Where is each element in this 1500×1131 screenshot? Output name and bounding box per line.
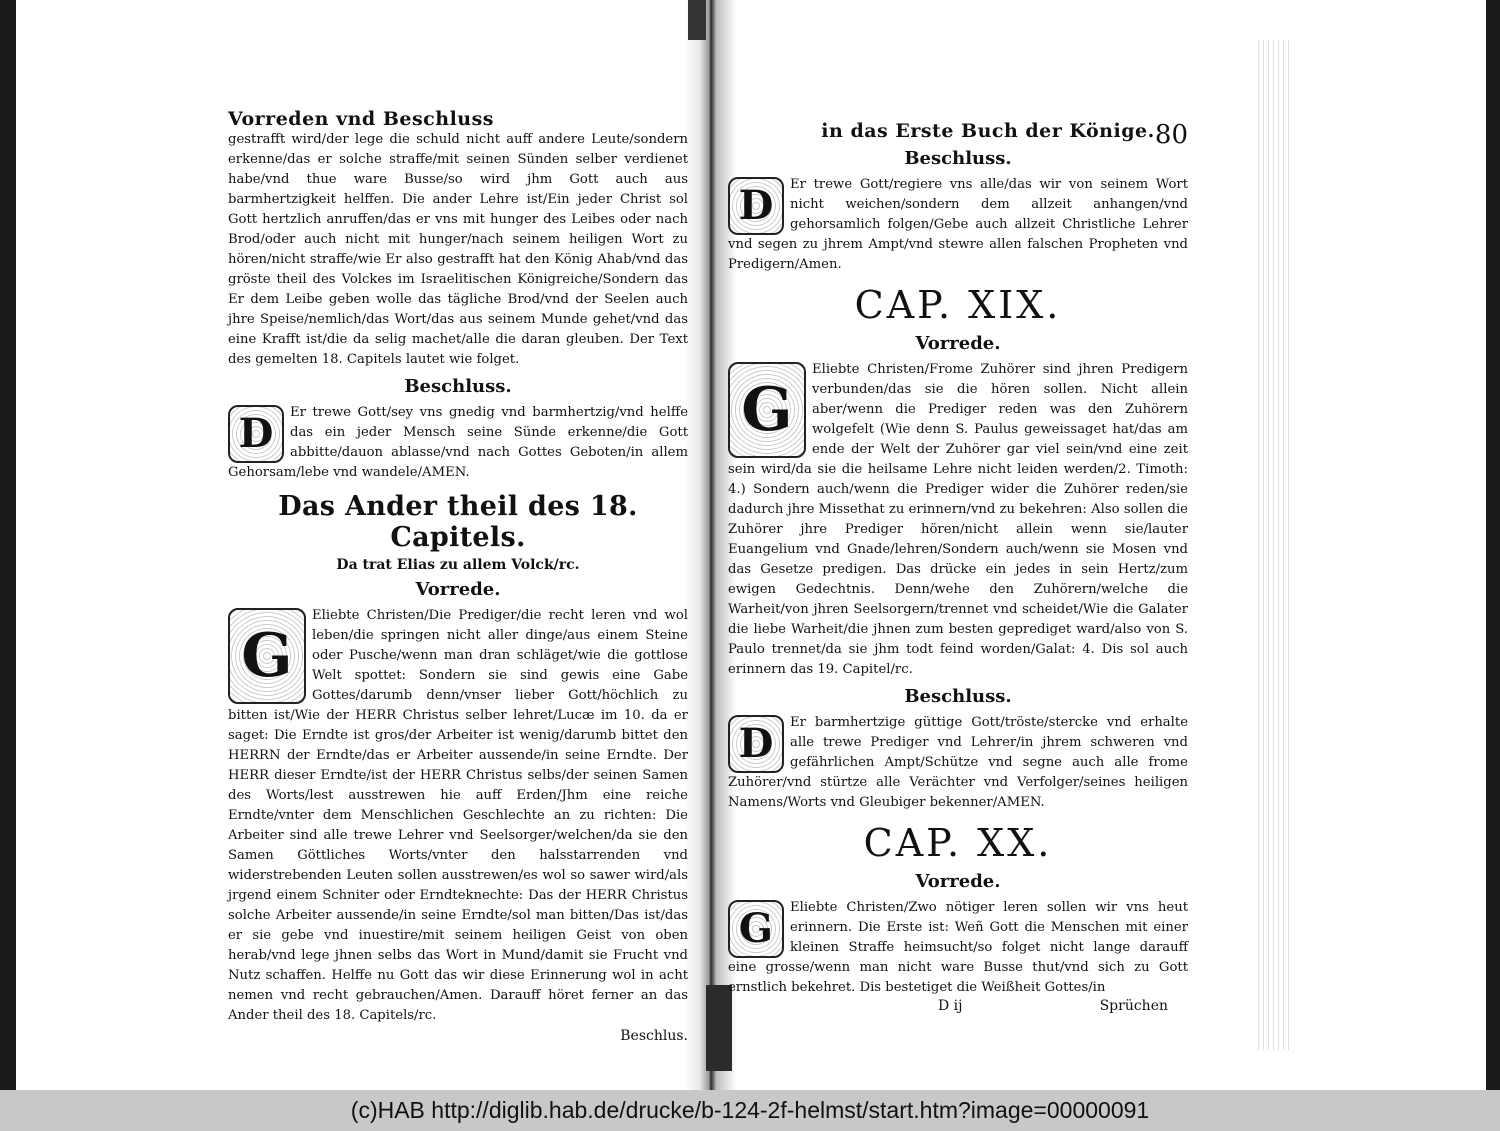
copyright-text: (c)HAB http://diglib.hab.de/drucke/b-124-2f-helmst/start.htm?image=00000091 <box>350 1097 1150 1123</box>
chapter-heading: CAP. XX. <box>863 821 1053 865</box>
paragraph <box>728 713 1188 813</box>
paragraph-text: Eliebte Christen/Die Prediger/die recht leren vnd wol leben/die springen nicht aller dinge/aus einem Steine oder Pusche/wenn man dran schläget/wie die gottlose Welt spottet: Sondern sie sind gewis eine Gabe Gottes/darumb denn/vnser lieber Gott/höchlich zu bitten ist/Wie der HERR Christus selber lehret/Lucæ im 10. da er saget: Die Erndte ist gros/der Arbeiter ist wenig/darumb bittet den HERRN der Erndte/das er Arbeiter aussende/in seine Erndte. Der HERR dieser Erndte/ist der HERR Christus selbs/der seinen Samen des Worts/lest ausstrewen hie auff Erden/Jhm eine reiche Erndte/vnter dem Menschlichen Geschlechte an zu richten: Die Arbeiter sind alle trewe Lehrer vnd Seelsorger/welchen/da sie den Samen Göttliches Worts/vnter den halsstarrenden vnd widerstrebenden Leuten sollen ausstrewen/es wol so sawer wird/als jrgend einem Schniter oder Erndteknechte: Das der HERR Christus solche Arbeiter aussende/in seine Erndte/sol man bitten/Das ist/das er sie gebe vnd inuestire/mit seinem heiligen Geist von oben herab/vnd lege jhnen selbs das Wort in Mund/damit sie Frucht vnd Nutz schaffen. Helffe nu Gott das wir diese Erinnerung wol in acht nemen vnd recht gebrauchen/Amen. Darauff höret ferner an das Ander theil des 18. Capitels/rc. <box>228 608 688 1023</box>
section-heading: Beschluss. <box>904 686 1012 707</box>
paragraph <box>228 403 688 483</box>
section-heading: Vorrede. <box>915 871 1001 892</box>
decorated-initial: G <box>728 362 806 458</box>
part-heading: Das Ander theil des 18. Capitels. <box>278 491 638 553</box>
section-heading: Beschluss. <box>404 376 512 397</box>
catchword: Sprüchen <box>1099 998 1168 1014</box>
section-heading: Vorrede. <box>415 579 501 600</box>
decorated-initial: G <box>728 900 784 958</box>
paragraph-text: Er barmhertzige güttige Gott/tröste/stercke vnd erhalte alle trewe Prediger vnd Lehrer/in jhrem schweren vnd gefährlichen Ampt/Schütze vnd segne auch alle frome Zuhörer/vnd stürtze alle Verächter vnd Verfolger/seines heiligen Namens/Worts vnd Gleubiger bekenner/AMEN. <box>728 715 1188 810</box>
paragraph <box>728 360 1188 680</box>
decorated-initial: G <box>228 608 306 704</box>
chapter-heading: CAP. XIX. <box>854 283 1062 327</box>
paragraph-text: Eliebte Christen/Zwo nötiger leren sollen wir vns heut erinnern. Die Erste ist: Weñ Gott die Menschen mit einer kleinen Straffe heimsucht/so folget nicht lange darauff eine grosse/wenn man nicht ware Busse thut/vnd sich zu Gott ernstlich bekehret. Dis bestetiget die Weißheit Gottes/in <box>728 900 1188 995</box>
right-page <box>728 120 1188 1014</box>
left-page <box>228 108 688 1044</box>
decorated-initial: D <box>228 405 284 463</box>
book-clip-top <box>688 0 706 40</box>
section-heading: Beschluss. <box>904 148 1012 169</box>
page-footer-line <box>728 998 1188 1014</box>
decorated-initial: D <box>728 715 784 773</box>
section-heading: Vorrede. <box>915 333 1001 354</box>
paragraph <box>728 175 1188 275</box>
paragraph-text: Er trewe Gott/regiere vns alle/das wir von seinem Wort nicht weichen/sondern dem allzeit anhangen/vnd gehorsamlich folgen/Gebe auch allzeit Christliche Lehrer vnd segen zu jhrem Ampt/vnd stewre allen falschen Propheten vnd Predigern/Amen. <box>728 177 1188 272</box>
paragraph-text: Eliebte Christen/Frome Zuhörer sind jhren Predigern verbunden/das sie die hören sollen. Nicht allein aber/wenn die Prediger reden was den Zuhörern wolgefelt (Wie denn S. Paulus geweissaget hat/das am ende der Welt der Zuhörer gar viel sein/vnd eine zeit sein wird/da sie die heilsame Lehre nicht leiden werden/2. Timoth: 4.) Sondern auch/wenn die Prediger wider die Zuhörer reden/sie dadurch jhre Missethat zu erinnern/vnd zu bekehren: Also sollen die Zuhörer jhre Prediger hören/nicht allein wenn sie/lauter Euangelium vnd Gnade/lehren/Sondern auch/wenn sie Mosen vnd das Gesetze predigen. Das drücke ein jedes in sein Hertz/zum ewigen Gedechtnis. Denn/wehe den Zuhörern/welche die Warheit/von jhren Seelsorgern/trennet vnd scheidet/Wie die Galater die liebe Warheit/die jhnen zum besten geprediget ward/also von S. Paulo trennet/da sie jhm todt feind worden/Galat: 4. Dis sol auch erinnern das 19. Capitel/rc. <box>728 362 1188 677</box>
catchword: Beschlus. <box>620 1028 688 1044</box>
book-edge-left <box>0 0 16 1090</box>
copyright-footer <box>0 1090 1500 1131</box>
subheading: Da trat Elias zu allem Volck/rc. <box>336 557 580 573</box>
page-stack-edge <box>1256 40 1292 1050</box>
page-number: 80 <box>1154 120 1188 150</box>
decorated-initial: D <box>728 177 784 235</box>
paragraph <box>228 606 688 1026</box>
paragraph <box>728 898 1188 998</box>
signature-mark: D ij <box>938 998 963 1014</box>
paragraph: gestrafft wird/der lege die schuld nicht auff andere Leute/sondern erkenne/das er solche straffe/mit seinen Sünden selber verdienet habe/vnd thue ware Busse/so wird jhm Gott auch aus barmhertzigkeit helffen. Die ander Lehre ist/Ein jeder Christ sol Gott hertzlich anruffen/das er vns mit hunger des Leibes oder nach Brod/oder auch nicht mit hunger/nach seinem heiligen Wort zu hören/nicht straffe/wie Er also gestrafft hat den König Ahab/vnd das gröste theil des Volckes im Israelitischen Königreiche/Sondern das Er dem Leibe geben wolle das tägliche Brod/vnd der Seelen auch jhre Speise/nemlich/das Wort/das aus seinem Munde gehet/vnd das eine Krafft ist/die da selig machet/alle die daran gleuben. Der Text des gemelten 18. Capitels lautet wie folget. <box>228 132 688 367</box>
book-edge-right <box>1486 0 1500 1090</box>
paragraph-text: Er trewe Gott/sey vns gnedig vnd barmhertzig/vnd helffe das ein jeder Mensch seine Sünde erkenne/die Gott abbitte/dauon ablasse/vnd nach Gottes Geboten/in allem Gehorsam/lebe vnd wandele/AMEN. <box>228 405 688 480</box>
running-head: Vorreden vnd Beschluss <box>228 108 494 130</box>
running-head: in das Erste Buch der Könige. <box>821 120 1155 142</box>
